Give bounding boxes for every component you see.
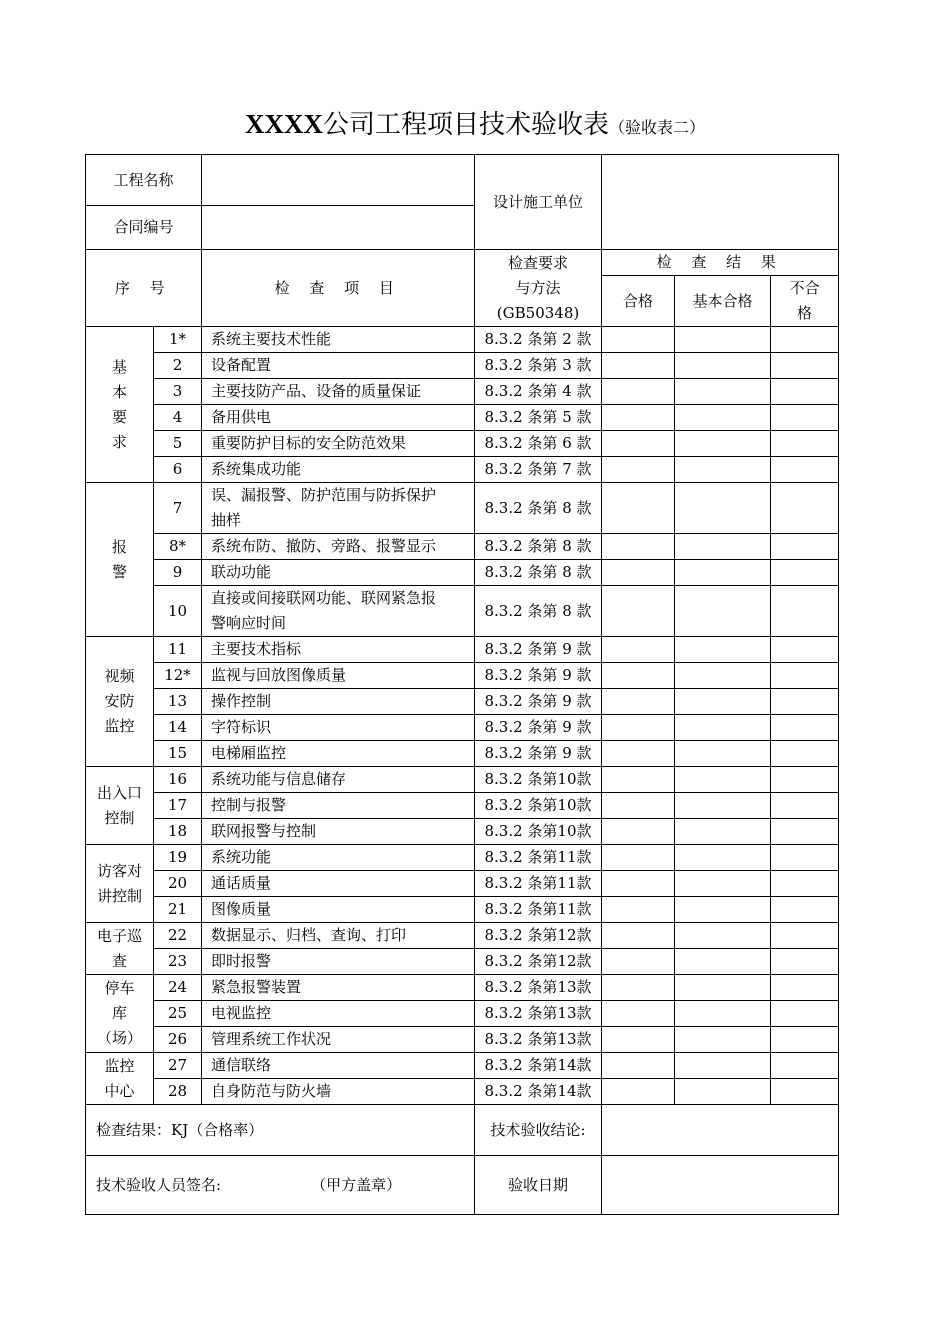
check-item: 通话质量 xyxy=(202,871,475,897)
check-method: 8.3.2 条第 5 款 xyxy=(475,405,602,431)
pass-cell[interactable] xyxy=(602,457,675,483)
project-name-label: 工程名称 xyxy=(86,155,202,206)
pass-cell[interactable] xyxy=(602,1001,675,1027)
check-item: 重要防护目标的安全防范效果 xyxy=(202,431,475,457)
check-method: 8.3.2 条第 3 款 xyxy=(475,353,602,379)
fail-cell[interactable] xyxy=(771,689,839,715)
fail-cell[interactable] xyxy=(771,923,839,949)
row-number: 9 xyxy=(154,560,202,586)
form-title xyxy=(0,104,950,141)
check-method: 8.3.2 条第14款 xyxy=(475,1079,602,1105)
row-number: 8* xyxy=(154,534,202,560)
pass-cell[interactable] xyxy=(602,871,675,897)
table-row xyxy=(86,767,839,793)
fail-cell[interactable] xyxy=(771,379,839,405)
pass-cell[interactable] xyxy=(602,923,675,949)
table-row xyxy=(86,534,839,560)
check-method: 8.3.2 条第11款 xyxy=(475,897,602,923)
table-row xyxy=(86,637,839,663)
fail-cell[interactable] xyxy=(771,405,839,431)
pass-cell[interactable] xyxy=(602,793,675,819)
basic-pass-cell[interactable] xyxy=(675,715,771,741)
basic-pass-cell[interactable] xyxy=(675,767,771,793)
check-method: 8.3.2 条第11款 xyxy=(475,845,602,871)
check-item: 主要技术指标 xyxy=(202,637,475,663)
table-row xyxy=(86,457,839,483)
table-row xyxy=(86,1027,839,1053)
signer-label: 技术验收人员签名: xyxy=(96,1175,222,1194)
table-row xyxy=(86,897,839,923)
row-number: 18 xyxy=(154,819,202,845)
basic-pass-cell[interactable] xyxy=(675,379,771,405)
pass-cell[interactable] xyxy=(602,327,675,353)
table-row xyxy=(86,431,839,457)
table-row xyxy=(86,483,839,534)
row-number: 6 xyxy=(154,457,202,483)
row-number: 14 xyxy=(154,715,202,741)
basic-pass-cell[interactable] xyxy=(675,663,771,689)
table-row xyxy=(86,845,839,871)
table-row xyxy=(86,379,839,405)
pass-cell[interactable] xyxy=(602,483,675,534)
row-number: 5 xyxy=(154,431,202,457)
pass-cell[interactable] xyxy=(602,689,675,715)
check-method: 8.3.2 条第14款 xyxy=(475,1053,602,1079)
row-number: 2 xyxy=(154,353,202,379)
pass-cell[interactable] xyxy=(602,379,675,405)
acceptance-table xyxy=(85,154,839,1215)
fail-cell[interactable] xyxy=(771,897,839,923)
design-unit-label: 设计施工单位 xyxy=(475,155,602,250)
basic-pass-cell[interactable] xyxy=(675,689,771,715)
check-item: 系统布防、撤防、旁路、报警显示 xyxy=(202,534,475,560)
basic-pass-cell[interactable] xyxy=(675,1027,771,1053)
item-header: 检 查 项 目 xyxy=(202,250,475,327)
pass-cell[interactable] xyxy=(602,1027,675,1053)
date-label: 验收日期 xyxy=(475,1156,602,1215)
contract-no-label: 合同编号 xyxy=(86,206,202,250)
title-sub: （验收表二） xyxy=(609,118,706,137)
row-number: 23 xyxy=(154,949,202,975)
check-item: 系统集成功能 xyxy=(202,457,475,483)
pass-cell[interactable] xyxy=(602,637,675,663)
fail-cell[interactable] xyxy=(771,871,839,897)
check-item: 控制与报警 xyxy=(202,793,475,819)
check-item: 图像质量 xyxy=(202,897,475,923)
fail-cell[interactable] xyxy=(771,767,839,793)
fail-cell[interactable] xyxy=(771,1079,839,1105)
basic-pass-cell[interactable] xyxy=(675,637,771,663)
pass-cell[interactable] xyxy=(602,741,675,767)
check-item: 系统功能与信息储存 xyxy=(202,767,475,793)
table-row xyxy=(86,689,839,715)
check-method: 8.3.2 条第 9 款 xyxy=(475,715,602,741)
row-number: 21 xyxy=(154,897,202,923)
basic-pass-cell[interactable] xyxy=(675,586,771,637)
basic-pass-cell[interactable] xyxy=(675,560,771,586)
row-number: 1* xyxy=(154,327,202,353)
row-number: 15 xyxy=(154,741,202,767)
pass-cell[interactable] xyxy=(602,975,675,1001)
fail-cell[interactable] xyxy=(771,586,839,637)
check-method: 8.3.2 条第 8 款 xyxy=(475,483,602,534)
check-item: 管理系统工作状况 xyxy=(202,1027,475,1053)
check-method: 8.3.2 条第13款 xyxy=(475,1027,602,1053)
fail-cell[interactable] xyxy=(771,1053,839,1079)
row-number: 27 xyxy=(154,1053,202,1079)
fail-cell[interactable] xyxy=(771,793,839,819)
check-method: 8.3.2 条第12款 xyxy=(475,923,602,949)
check-item: 设备配置 xyxy=(202,353,475,379)
group-label: 报 警 xyxy=(86,483,154,637)
fail-cell[interactable] xyxy=(771,560,839,586)
check-item: 联动功能 xyxy=(202,560,475,586)
fail-cell[interactable] xyxy=(771,975,839,1001)
row-number: 11 xyxy=(154,637,202,663)
check-item: 备用供电 xyxy=(202,405,475,431)
fail-cell[interactable] xyxy=(771,534,839,560)
pass-cell[interactable] xyxy=(602,534,675,560)
group-label: 基 本 要 求 xyxy=(86,327,154,483)
check-item: 监视与回放图像质量 xyxy=(202,663,475,689)
table-row xyxy=(86,663,839,689)
check-item: 直接或间接联网功能、联网紧急报 警响应时间 xyxy=(202,586,475,637)
date-field[interactable] xyxy=(602,1156,839,1215)
row-number: 24 xyxy=(154,975,202,1001)
basic-pass-cell[interactable] xyxy=(675,353,771,379)
fail-cell[interactable] xyxy=(771,457,839,483)
basic-pass-cell[interactable] xyxy=(675,534,771,560)
basic-pass-cell[interactable] xyxy=(675,923,771,949)
title-main: XXXX公司工程项目技术验收表 xyxy=(244,109,609,140)
method-header: 检查要求 与方法 (GB50348) xyxy=(475,250,602,327)
row-number: 17 xyxy=(154,793,202,819)
check-item: 误、漏报警、防护范围与防拆保护 抽样 xyxy=(202,483,475,534)
check-method: 8.3.2 条第12款 xyxy=(475,949,602,975)
check-item: 自身防范与防火墙 xyxy=(202,1079,475,1105)
row-number: 19 xyxy=(154,845,202,871)
table-row xyxy=(86,819,839,845)
table-row xyxy=(86,327,839,353)
check-method: 8.3.2 条第 8 款 xyxy=(475,534,602,560)
check-item: 系统功能 xyxy=(202,845,475,871)
basic-pass-cell[interactable] xyxy=(675,457,771,483)
result-header: 检 查 结 果 xyxy=(602,250,839,276)
row-number: 10 xyxy=(154,586,202,637)
check-item: 字符标识 xyxy=(202,715,475,741)
basic-pass-cell[interactable] xyxy=(675,431,771,457)
pass-cell[interactable] xyxy=(602,586,675,637)
row-number: 12* xyxy=(154,663,202,689)
conclusion-label: 技术验收结论: xyxy=(475,1105,602,1156)
row-number: 7 xyxy=(154,483,202,534)
check-result-label: 检查结果：KJ（合格率） xyxy=(86,1105,475,1156)
basic-pass-cell[interactable] xyxy=(675,1001,771,1027)
table-row xyxy=(86,1079,839,1105)
group-label: 出入口 控制 xyxy=(86,767,154,845)
table-row xyxy=(86,405,839,431)
row-number: 22 xyxy=(154,923,202,949)
table-row xyxy=(86,923,839,949)
check-item: 系统主要技术性能 xyxy=(202,327,475,353)
check-method: 8.3.2 条第 6 款 xyxy=(475,431,602,457)
row-number: 3 xyxy=(154,379,202,405)
pass-header: 合格 xyxy=(602,276,675,327)
row-number: 4 xyxy=(154,405,202,431)
pass-cell[interactable] xyxy=(602,1079,675,1105)
table-row xyxy=(86,793,839,819)
check-method: 8.3.2 条第13款 xyxy=(475,975,602,1001)
pass-cell[interactable] xyxy=(602,663,675,689)
group-label: 监控 中心 xyxy=(86,1053,154,1105)
table-row xyxy=(86,560,839,586)
check-method: 8.3.2 条第10款 xyxy=(475,793,602,819)
conclusion-field[interactable] xyxy=(602,1105,839,1156)
fail-cell[interactable] xyxy=(771,819,839,845)
fail-cell[interactable] xyxy=(771,845,839,871)
basic-pass-cell[interactable] xyxy=(675,741,771,767)
fail-cell[interactable] xyxy=(771,483,839,534)
basic-pass-cell[interactable] xyxy=(675,327,771,353)
check-item: 电视监控 xyxy=(202,1001,475,1027)
fail-cell[interactable] xyxy=(771,327,839,353)
check-item: 紧急报警装置 xyxy=(202,975,475,1001)
basic-pass-cell[interactable] xyxy=(675,483,771,534)
check-item: 数据显示、归档、查询、打印 xyxy=(202,923,475,949)
table-row xyxy=(86,975,839,1001)
contract-no-field[interactable] xyxy=(202,206,475,250)
row-number: 16 xyxy=(154,767,202,793)
check-item: 通信联络 xyxy=(202,1053,475,1079)
check-method: 8.3.2 条第 2 款 xyxy=(475,327,602,353)
row-number: 26 xyxy=(154,1027,202,1053)
check-method: 8.3.2 条第 4 款 xyxy=(475,379,602,405)
basic-pass-cell[interactable] xyxy=(675,897,771,923)
check-rows xyxy=(86,327,839,1105)
table-row xyxy=(86,871,839,897)
group-label: 电子巡 查 xyxy=(86,923,154,975)
fail-cell[interactable] xyxy=(771,1001,839,1027)
check-item: 操作控制 xyxy=(202,689,475,715)
project-name-field[interactable] xyxy=(202,155,475,206)
table-row xyxy=(86,1053,839,1079)
basic-pass-cell[interactable] xyxy=(675,871,771,897)
basic-pass-cell[interactable] xyxy=(675,819,771,845)
group-label: 访客对 讲控制 xyxy=(86,845,154,923)
pass-cell[interactable] xyxy=(602,897,675,923)
fail-cell[interactable] xyxy=(771,353,839,379)
check-method: 8.3.2 条第 7 款 xyxy=(475,457,602,483)
pass-cell[interactable] xyxy=(602,949,675,975)
check-method: 8.3.2 条第 9 款 xyxy=(475,637,602,663)
check-item: 联网报警与控制 xyxy=(202,819,475,845)
fail-cell[interactable] xyxy=(771,741,839,767)
basic-pass-cell[interactable] xyxy=(675,845,771,871)
basic-pass-cell[interactable] xyxy=(675,405,771,431)
signer-cell xyxy=(86,1156,475,1215)
pass-cell[interactable] xyxy=(602,715,675,741)
fail-cell[interactable] xyxy=(771,949,839,975)
check-item: 电梯厢监控 xyxy=(202,741,475,767)
fail-cell[interactable] xyxy=(771,715,839,741)
pass-cell[interactable] xyxy=(602,767,675,793)
pass-cell[interactable] xyxy=(602,819,675,845)
group-label: 停车 库 （场） xyxy=(86,975,154,1053)
check-method: 8.3.2 条第11款 xyxy=(475,871,602,897)
design-unit-field[interactable] xyxy=(602,155,839,250)
check-method: 8.3.2 条第 8 款 xyxy=(475,560,602,586)
row-number: 20 xyxy=(154,871,202,897)
fail-cell[interactable] xyxy=(771,1027,839,1053)
check-method: 8.3.2 条第 9 款 xyxy=(475,689,602,715)
pass-cell[interactable] xyxy=(602,353,675,379)
check-method: 8.3.2 条第10款 xyxy=(475,767,602,793)
basic-pass-cell[interactable] xyxy=(675,1053,771,1079)
basic-pass-cell[interactable] xyxy=(675,793,771,819)
fail-cell[interactable] xyxy=(771,431,839,457)
basic-pass-cell[interactable] xyxy=(675,975,771,1001)
fail-header: 不合 格 xyxy=(771,276,839,327)
table-row xyxy=(86,586,839,637)
check-method: 8.3.2 条第 9 款 xyxy=(475,741,602,767)
table-row xyxy=(86,741,839,767)
table-row xyxy=(86,949,839,975)
check-method: 8.3.2 条第 9 款 xyxy=(475,663,602,689)
seq-header: 序 号 xyxy=(86,250,202,327)
check-method: 8.3.2 条第13款 xyxy=(475,1001,602,1027)
basic-pass-cell[interactable] xyxy=(675,949,771,975)
fail-cell[interactable] xyxy=(771,637,839,663)
fail-cell[interactable] xyxy=(771,663,839,689)
pass-cell[interactable] xyxy=(602,845,675,871)
pass-cell[interactable] xyxy=(602,405,675,431)
pass-cell[interactable] xyxy=(602,1053,675,1079)
basic-pass-cell[interactable] xyxy=(675,1079,771,1105)
table-row xyxy=(86,1001,839,1027)
check-item: 即时报警 xyxy=(202,949,475,975)
row-number: 13 xyxy=(154,689,202,715)
table-row xyxy=(86,715,839,741)
check-item: 主要技防产品、设备的质量保证 xyxy=(202,379,475,405)
group-label: 视频 安防 监控 xyxy=(86,637,154,767)
stamp-label: （甲方盖章） xyxy=(311,1175,402,1194)
pass-cell[interactable] xyxy=(602,431,675,457)
row-number: 28 xyxy=(154,1079,202,1105)
pass-cell[interactable] xyxy=(602,560,675,586)
basic-pass-header: 基本合格 xyxy=(675,276,771,327)
table-row xyxy=(86,353,839,379)
check-method: 8.3.2 条第 8 款 xyxy=(475,586,602,637)
row-number: 25 xyxy=(154,1001,202,1027)
check-method: 8.3.2 条第10款 xyxy=(475,819,602,845)
